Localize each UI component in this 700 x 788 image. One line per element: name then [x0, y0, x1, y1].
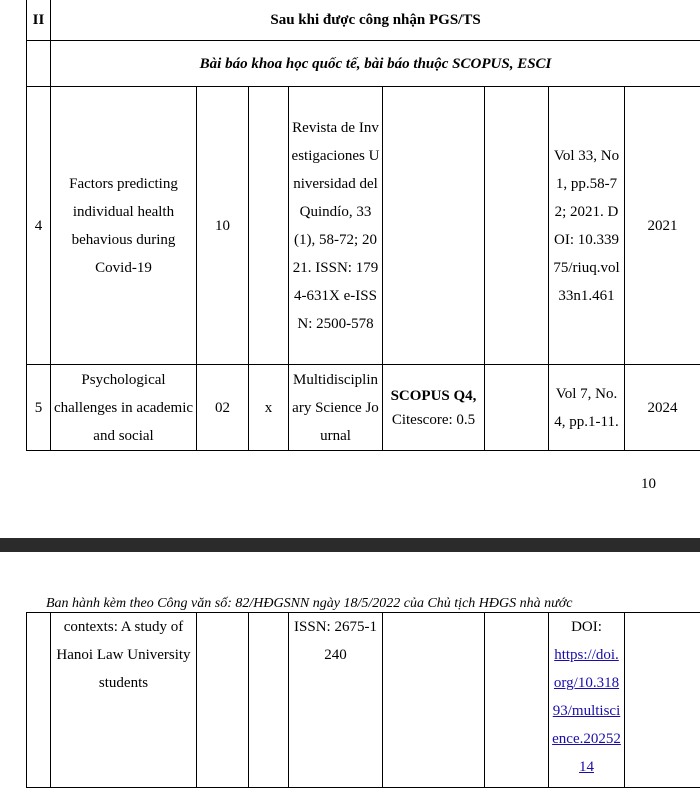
table-row	[27, 365, 700, 451]
article-title: Psychological challenges in academic and social	[51, 365, 197, 451]
volume-info: Vol 33, No 1, pp.58-72; 2021. DOI: 10.33975/riuq.vol33n1.461	[549, 87, 625, 365]
row-number	[27, 613, 51, 788]
table-row	[27, 613, 700, 788]
volume-info-continued	[549, 613, 625, 788]
doi-label: DOI:	[551, 613, 622, 641]
publications-table-continued	[26, 612, 700, 788]
section-subtitle: Bài báo khoa học quốc tế, bài báo thuộc SCOPUS, ESCI	[51, 41, 700, 87]
index-title: SCOPUS Q4,	[385, 384, 482, 408]
main-author-mark	[249, 613, 289, 788]
section-header-row	[27, 0, 700, 41]
author-count	[197, 613, 249, 788]
publication-year: 2021	[625, 87, 700, 365]
journal-info-continued: ISSN: 2675-1240	[289, 613, 383, 788]
page-divider	[0, 538, 700, 552]
index-info	[383, 365, 485, 451]
doi-link[interactable]: https://doi.org/10.31893/multiscience.2025214	[551, 641, 622, 781]
author-count: 10	[197, 87, 249, 365]
row-number: 4	[27, 87, 51, 365]
journal-info: Revista de Investigaciones Universidad del Quindío, 33(1), 58-72; 2021. ISSN: 1794-631X e-ISSN: 2500-578	[289, 87, 383, 365]
publication-year: 2024	[625, 365, 700, 451]
section-roman: II	[27, 0, 51, 41]
journal-info: Multidisciplinary Science Journal	[289, 365, 383, 451]
index-info	[383, 87, 485, 365]
impact-factor	[485, 87, 549, 365]
main-author-mark: x	[249, 365, 289, 451]
index-info	[383, 613, 485, 788]
index-subtitle: Citescore: 0.5	[385, 408, 482, 432]
main-author-mark	[249, 87, 289, 365]
publications-table	[26, 0, 700, 451]
publication-year	[625, 613, 700, 788]
section-title: Sau khi được công nhận PGS/TS	[51, 0, 700, 41]
row-number: 5	[27, 365, 51, 451]
page-number: 10	[641, 476, 656, 493]
article-title: Factors predicting individual health behavious during Covid-19	[51, 87, 197, 365]
table-row	[27, 87, 700, 365]
author-count: 02	[197, 365, 249, 451]
impact-factor	[485, 365, 549, 451]
document-header-note: Ban hành kèm theo Công văn số: 82/HĐGSNN ngày 18/5/2022 của Chủ tịch HĐGS nhà nước	[46, 596, 572, 612]
empty-cell	[27, 41, 51, 87]
section-subtitle-row	[27, 41, 700, 87]
impact-factor	[485, 613, 549, 788]
article-title-continued: contexts: A study of Hanoi Law University students	[51, 613, 197, 788]
volume-info: Vol 7, No. 4, pp.1-11.	[549, 365, 625, 451]
